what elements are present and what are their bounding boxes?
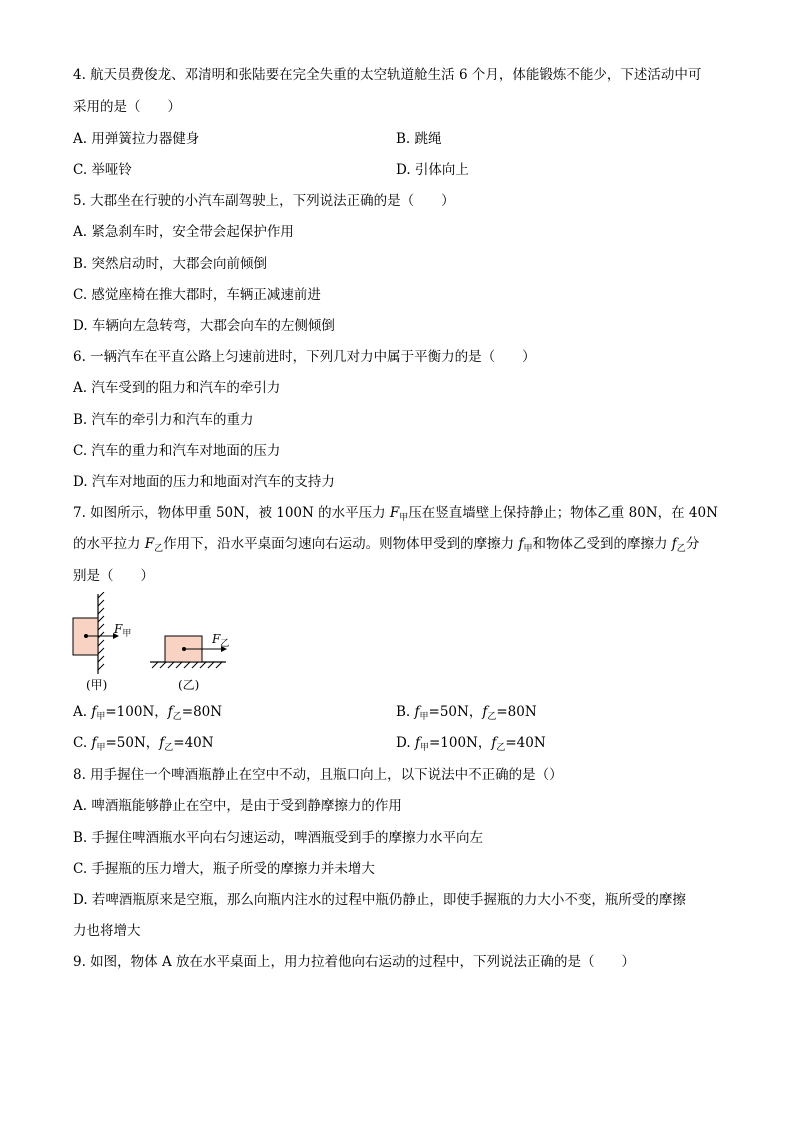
q5-option-c: C. 感觉座椅在推大郡时，车辆正减速前进 — [73, 287, 321, 303]
q7-stem-line3: 别是（ ） — [73, 568, 154, 584]
q7-option-a: A. $f_甲=100N$，$f_乙=80N$ — [73, 704, 223, 722]
q7-figure — [66, 592, 266, 694]
q7-caption-yi: (乙) — [178, 678, 200, 692]
q7-label-f-yi: $F_乙$ — [212, 632, 230, 649]
q5-option-a: A. 紧急刹车时，安全带会起保护作用 — [73, 224, 294, 240]
q8-option-c: C. 手握瓶的压力增大，瓶子所受的摩擦力并未增大 — [73, 861, 375, 877]
q7-option-c: C. $f_甲=50N$，$f_乙=40N$ — [73, 735, 214, 753]
q7-caption-jia: (甲) — [86, 678, 108, 692]
q4-option-a: A. 用弹簧拉力器健身 — [73, 131, 200, 147]
q5-option-d: D. 车辆向左急转弯，大郡会向车的左侧倾倒 — [73, 318, 335, 334]
q8-stem: 8. 用手握住一个啤酒瓶静止在空中不动，且瓶口向上，以下说法中不正确的是（） — [73, 767, 563, 783]
q4-option-b: B. 跳绳 — [396, 131, 442, 147]
q6-option-c: C. 汽车的重力和汽车对地面的压力 — [73, 443, 281, 459]
q7-label-f-jia: $F_甲$ — [114, 622, 132, 639]
q4-stem-line1: 4. 航天员费俊龙、邓清明和张陆要在完全失重的太空轨道舱生活 6 个月，体能锻炼不能少，下述活动中可 — [73, 67, 702, 83]
q6-stem: 6. 一辆汽车在平直公路上匀速前进时，下列几对力中属于平衡力的是（ ） — [73, 349, 536, 365]
q5-option-b: B. 突然启动时，大郡会向前倾倒 — [73, 256, 268, 272]
q4-option-c: C. 举哑铃 — [73, 162, 132, 178]
q6-option-a: A. 汽车受到的阻力和汽车的牵引力 — [73, 380, 281, 396]
q9-stem: 9. 如图，物体 A 放在水平桌面上，用力拉着他向右运动的过程中，下列说法正确的是（ ） — [73, 954, 636, 970]
q4-stem-line2: 采用的是（ ） — [73, 99, 181, 115]
q8-option-d-line2: 力也将增大 — [73, 923, 141, 939]
q8-option-a: A. 啤酒瓶能够静止在空中，是由于受到静摩擦力的作用 — [73, 798, 402, 814]
q5-stem: 5. 大郡坐在行驶的小汽车副驾驶上，下列说法正确的是（ ） — [73, 193, 455, 209]
q8-option-b: B. 手握住啤酒瓶水平向右匀速运动，啤酒瓶受到手的摩擦力水平向左 — [73, 830, 484, 846]
q7-floor — [150, 662, 226, 668]
q6-option-b: B. 汽车的牵引力和汽车的重力 — [73, 412, 254, 428]
q7-stem-line1: 7. 如图所示，物体甲重 50N，被 100N 的水平压力 $F_甲$压在竖直墙壁上保持静止；物体乙重 80N，在 40N — [73, 505, 718, 523]
q4-option-d: D. 引体向上 — [396, 162, 469, 178]
q7-stem-line2: 的水平拉力 $F_乙$作用下，沿水平桌面匀速向右运动。则物体甲受到的摩擦力 $f_甲$和物体乙受到的摩擦力 $f_乙$分 — [73, 536, 700, 554]
q7-option-b: B. $f_甲=50N$，$f_乙=80N$ — [396, 704, 537, 722]
q6-option-d: D. 汽车对地面的压力和地面对汽车的支持力 — [73, 474, 335, 490]
q8-option-d-line1: D. 若啤酒瓶原来是空瓶，那么向瓶内注水的过程中瓶仍静止，即使手握瓶的力大小不变，瓶所受的摩擦 — [73, 892, 686, 908]
q7-wall — [98, 592, 104, 674]
q7-option-d: D. $f_甲=100N$，$f_乙=40N$ — [396, 735, 546, 753]
